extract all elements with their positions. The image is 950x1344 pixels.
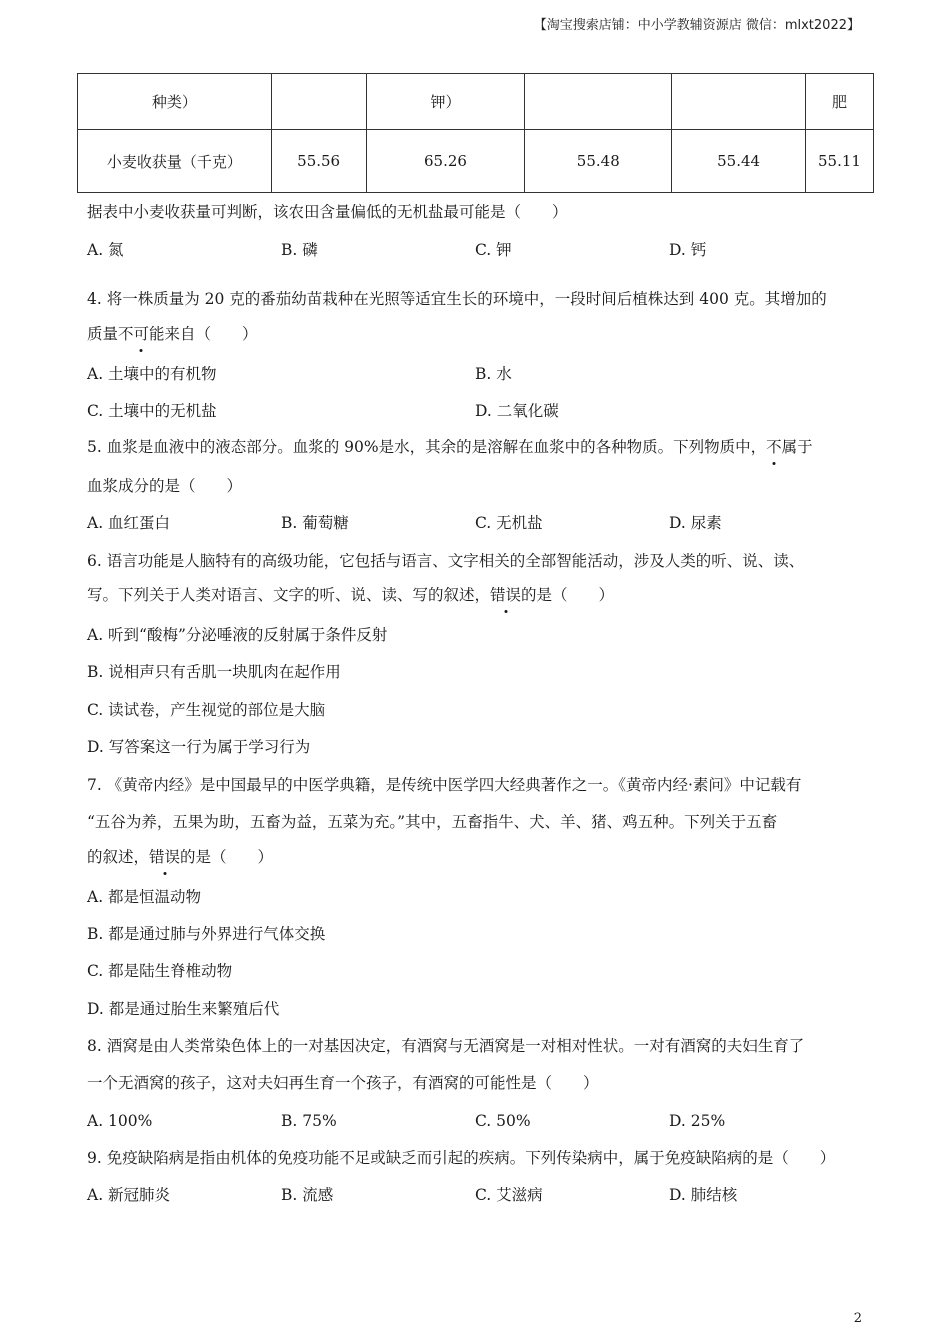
q6-line1: 6. 语言功能是人脑特有的高级功能，它包括与语言、文字相关的全部智能活动，涉及人类的听、说、读、 bbox=[87, 552, 805, 570]
table-cell: 55.48 bbox=[525, 130, 672, 193]
q5-line1 bbox=[87, 437, 813, 457]
q8-option-b: B. 75% bbox=[281, 1112, 337, 1130]
q4-line2 bbox=[87, 324, 258, 344]
q3-option-c: C. 钾 bbox=[475, 241, 512, 259]
q4-option-b: B. 水 bbox=[475, 365, 512, 383]
q7-option-b: B. 都是通过肺与外界进行气体交换 bbox=[87, 925, 326, 943]
table-cell: 55.56 bbox=[271, 130, 366, 193]
q6-emphasis: 错误 bbox=[490, 586, 522, 604]
q8-option-c: C. 50% bbox=[475, 1112, 531, 1130]
q5-option-c: C. 无机盐 bbox=[475, 514, 543, 532]
table-cell bbox=[525, 74, 672, 130]
q3-option-d: D. 钙 bbox=[669, 241, 707, 259]
q8-option-a: A. 100% bbox=[87, 1112, 153, 1130]
q8-line1: 8. 酒窝是由人类常染色体上的一对基因决定，有酒窝与无酒窝是一对相对性状。一对有酒窝的夫妇生育了 bbox=[87, 1037, 805, 1055]
table-cell bbox=[271, 74, 366, 130]
q5-option-a: A. 血红蛋白 bbox=[87, 514, 171, 532]
q4-emphasis: 不可能 bbox=[118, 325, 165, 343]
q4-option-a: A. 土壤中的有机物 bbox=[87, 365, 217, 383]
q6-option-b: B. 说相声只有舌肌一块肌肉在起作用 bbox=[87, 663, 341, 681]
q6-text: 写。下列关于人类对语言、文字的听、说、读、写的叙述， bbox=[87, 586, 491, 604]
q8-option-d: D. 25% bbox=[669, 1112, 726, 1130]
q4-text: 质量 bbox=[87, 325, 119, 343]
q7-text: 的叙述， bbox=[87, 848, 150, 866]
q7-emphasis: 错误 bbox=[149, 848, 181, 866]
q7-line1: 7. 《黄帝内经》是中国最早的中医学典籍，是传统中医学四大经典著作之一。《黄帝内经·素问》中记载有 bbox=[87, 776, 802, 794]
table-row bbox=[78, 130, 874, 193]
q9-option-d: D. 肺结核 bbox=[669, 1186, 738, 1204]
q3-option-a: A. 氮 bbox=[87, 241, 124, 259]
q6-text: 的是（ ） bbox=[521, 586, 615, 604]
table-cell: 小麦收获量（千克） bbox=[78, 130, 272, 193]
q7-option-d: D. 都是通过胎生来繁殖后代 bbox=[87, 1000, 280, 1018]
q8-line2: 一个无酒窝的孩子，这对夫妇再生育一个孩子，有酒窝的可能性是（ ） bbox=[87, 1074, 599, 1092]
q6-option-c: C. 读试卷，产生视觉的部位是大脑 bbox=[87, 701, 326, 719]
table-cell: 55.11 bbox=[806, 130, 874, 193]
q6-option-d: D. 写答案这一行为属于学习行为 bbox=[87, 738, 311, 756]
q9-line1: 9. 免疫缺陷病是指由机体的免疫功能不足或缺乏而引起的疾病。下列传染病中，属于免疫缺陷病的是（ ） bbox=[87, 1149, 836, 1167]
q7-text: 的是（ ） bbox=[180, 848, 274, 866]
page-header: 【淘宝搜索店铺：中小学教辅资源店 微信：mlxt2022】 bbox=[533, 18, 860, 33]
q5-text: 属于 bbox=[781, 438, 813, 456]
q3-stem: 据表中小麦收获量可判断，该农田含量偏低的无机盐最可能是（ ） bbox=[87, 203, 568, 221]
q3-option-b: B. 磷 bbox=[281, 241, 318, 259]
q4-option-d: D. 二氧化碳 bbox=[475, 402, 559, 420]
q9-option-b: B. 流感 bbox=[281, 1186, 334, 1204]
q7-option-a: A. 都是恒温动物 bbox=[87, 888, 202, 906]
q5-emphasis: 不 bbox=[766, 438, 782, 456]
page-number: 2 bbox=[853, 1311, 862, 1326]
q4-text: 来自（ ） bbox=[164, 325, 258, 343]
q7-option-c: C. 都是陆生脊椎动物 bbox=[87, 962, 233, 980]
table-cell: 种类） bbox=[78, 74, 272, 130]
table-cell: 65.26 bbox=[366, 130, 525, 193]
table-cell: 钾） bbox=[366, 74, 525, 130]
q5-option-d: D. 尿素 bbox=[669, 514, 722, 532]
q5-line2: 血浆成分的是（ ） bbox=[87, 477, 243, 495]
data-table bbox=[77, 73, 874, 193]
q4-option-c: C. 土壤中的无机盐 bbox=[87, 402, 217, 420]
q5-text: 5. 血浆是血液中的液态部分。血浆的 90%是水，其余的是溶解在血浆中的各种物质。下列物质中， bbox=[87, 438, 767, 456]
table-row bbox=[78, 74, 874, 130]
table-cell bbox=[672, 74, 806, 130]
table-cell: 55.44 bbox=[672, 130, 806, 193]
table-cell: 肥 bbox=[806, 74, 874, 130]
q9-option-a: A. 新冠肺炎 bbox=[87, 1186, 171, 1204]
q7-line3 bbox=[87, 847, 273, 867]
q6-line2 bbox=[87, 585, 614, 605]
q5-option-b: B. 葡萄糖 bbox=[281, 514, 349, 532]
q6-option-a: A. 听到“酸梅”分泌唾液的反射属于条件反射 bbox=[87, 626, 388, 644]
q7-line2: “五谷为养，五果为助，五畜为益，五菜为充。”其中，五畜指牛、犬、羊、猪、鸡五种。下列关于五畜 bbox=[87, 813, 778, 831]
q9-option-c: C. 艾滋病 bbox=[475, 1186, 543, 1204]
q4-line1: 4. 将一株质量为 20 克的番茄幼苗栽种在光照等适宜生长的环境中，一段时间后植株达到 400 克。其增加的 bbox=[87, 290, 827, 308]
